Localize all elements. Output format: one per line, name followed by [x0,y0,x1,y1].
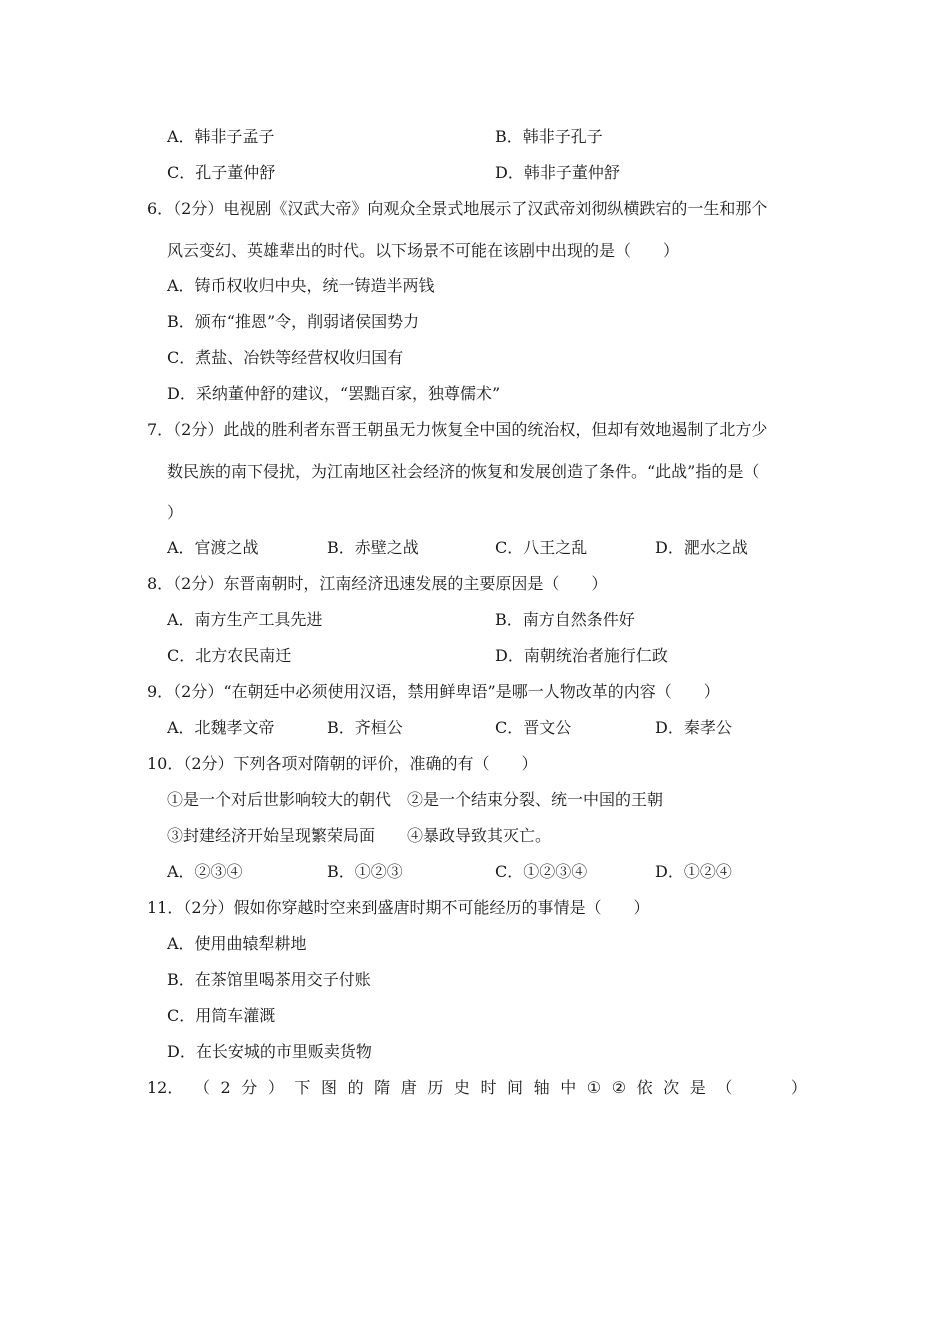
q8-option-d: D．南朝统治者施行仁政 [495,646,668,665]
q6-option-a: A．铸币权收归中央，统一铸造半两钱 [167,276,435,295]
q12-char: 下 [294,1078,311,1097]
q12-char: ） [267,1078,284,1097]
q10-option-a: A．②③④ [167,862,243,881]
q12-char: 时 [480,1078,497,1097]
q5-option-c: C．孔子董仲舒 [167,163,276,182]
q10-stem: 10．（2分）下列各项对隋朝的评价，准确的有（ ） [147,754,538,773]
q5-option-b: B．韩非子孔子 [495,127,603,146]
q12-char: 史 [453,1078,470,1097]
q12-char: 中 [560,1078,577,1097]
q12-char: 依 [636,1078,653,1097]
q12-char: （ [193,1078,210,1097]
q11-option-d: D．在长安城的市里贩卖货物 [167,1042,372,1061]
q12-char: ② [611,1078,627,1097]
q9-option-b: B．齐桓公 [327,718,403,737]
q12-char: 分 [241,1078,258,1097]
q7-option-a: A．官渡之战 [167,538,259,557]
q12-char: 2 [220,1078,231,1097]
q10-option-c: C．①②③④ [495,862,588,881]
q9-option-a: A．北魏孝文帝 [167,718,275,737]
q11-option-b: B．在茶馆里喝茶用交子付账 [167,970,371,989]
q8-option-b: B．南方自然条件好 [495,610,635,629]
q12-stem [147,1078,807,1098]
q5-option-a: A．韩非子孟子 [167,127,275,146]
q12-char: （ [716,1078,733,1097]
q11-stem: 11．（2分）假如你穿越时空来到盛唐时期不可能经历的事情是（ ） [147,898,650,917]
q12-char: 隋 [374,1078,391,1097]
q12-char: 唐 [400,1078,417,1097]
q7-option-c: C．八王之乱 [495,538,588,557]
q9-option-d: D．秦孝公 [655,718,732,737]
q10-option-d: D．①②④ [655,862,732,881]
q12-char: 是 [689,1078,706,1097]
q12-char: 12． [147,1078,184,1097]
q7-stem-line3: ） [167,503,184,522]
q12-char: ① [586,1078,602,1097]
q12-char: 历 [427,1078,444,1097]
q9-stem: 9．（2分）“在朝廷中必须使用汉语，禁用鲜卑语”是哪一人物改革的内容（ ） [147,682,720,701]
q6-stem-line2: 风云变幻、英雄辈出的时代。以下场景不可能在该剧中出现的是（ ） [167,241,680,260]
q6-option-b: B．颁布“推恩”令，削弱诸侯国势力 [167,312,420,331]
q12-char: 轴 [533,1078,550,1097]
q10-item-line2: ③封建经济开始呈现繁荣局面 ④暴政导致其灭亡。 [167,826,552,845]
q8-option-c: C．北方农民南迁 [167,646,292,665]
q11-option-c: C．用筒车灌溉 [167,1006,276,1025]
q8-option-a: A．南方生产工具先进 [167,610,323,629]
q11-option-a: A．使用曲辕犁耕地 [167,934,307,953]
q10-option-b: B．①②③ [327,862,403,881]
q12-char: ） [790,1078,807,1097]
q9-option-c: C．晋文公 [495,718,572,737]
q12-char: 间 [507,1078,524,1097]
q7-stem-line1: 7．（2分）此战的胜利者东晋王朝虽无力恢复全中国的统治权，但却有效地遏制了北方少 [147,420,768,439]
q8-stem: 8．（2分）东晋南朝时，江南经济迅速发展的主要原因是（ ） [147,574,608,593]
q12-char: 次 [663,1078,680,1097]
q5-option-d: D．韩非子董仲舒 [495,163,620,182]
q7-option-d: D．淝水之战 [655,538,748,557]
q6-option-c: C．煮盐、冶铁等经营权收归国有 [167,348,404,367]
q6-stem-line1: 6．（2分）电视剧《汉武大帝》向观众全景式地展示了汉武帝刘彻纵横跌宕的一生和那个 [147,199,768,218]
q6-option-d: D．采纳董仲舒的建议，“罢黜百家，独尊儒术” [167,384,501,403]
q7-stem-line2: 数民族的南下侵扰，为江南地区社会经济的恢复和发展创造了条件。“此战”指的是（ [167,462,760,481]
q12-char: 的 [347,1078,364,1097]
q12-char: 图 [321,1078,338,1097]
q7-option-b: B．赤壁之战 [327,538,419,557]
q10-item-line1: ①是一个对后世影响较大的朝代 ②是一个结束分裂、统一中国的王朝 [167,790,664,809]
